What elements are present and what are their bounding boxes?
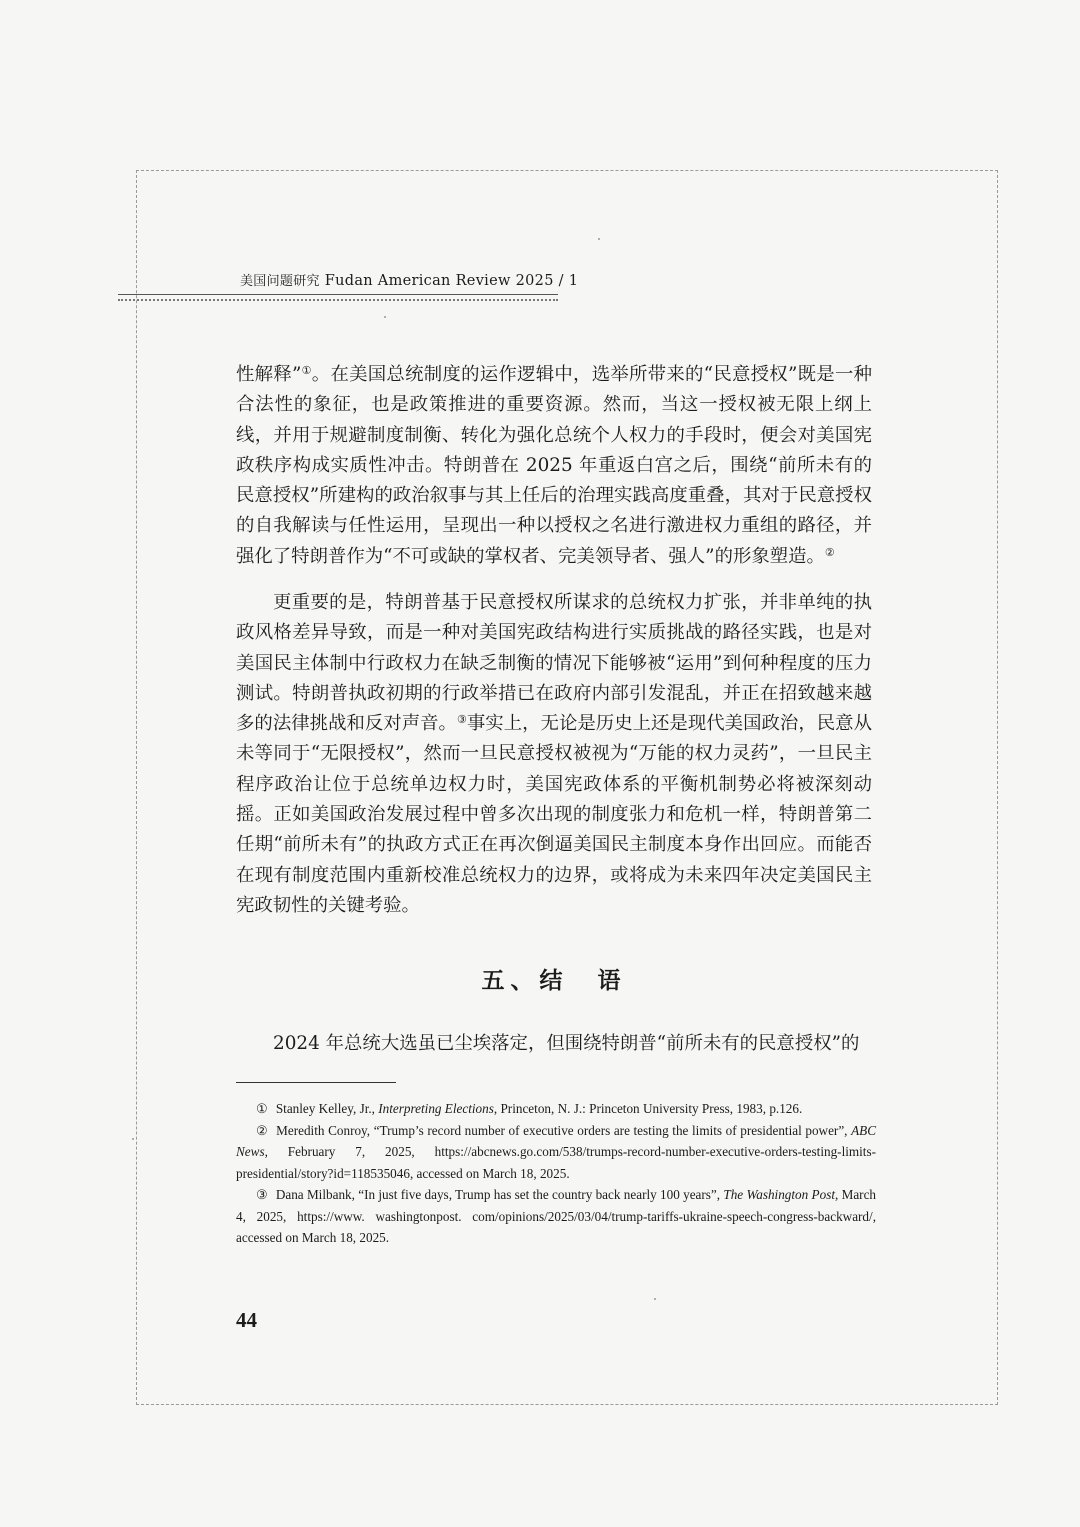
text-run: 事实上，无论是历史上还是现代美国政治，民意从未等同于“无限授权”，然而一旦民意授权被视为“万能的权力灵药”，一旦民主程序政治让位于总统单边权力时，美国宪政体系的平衡机制势必将被深刻动摇。正如美国政治发展过程中曾多次出现的制度张力和危机一样，特朗普第二任期“前所未有”的执政方式正在再次倒逼美国民主制度本身作出回应。而能否在现有制度范围内重新校准总统权力的边界，或将成为未来四年决定美国民主宪政韧性的关键考验。 xyxy=(236,713,872,916)
text-run: , February 7, 2025, https://abcnews.go.com/538/trumps-record-number-executive-orders-testing-limits-presidential/story?id=118535046, accessed on March 18, 2025. xyxy=(236,1144,876,1181)
section-heading: 五、结 语 xyxy=(481,967,627,994)
scan-speck xyxy=(598,238,600,240)
citation-title: ABC News xyxy=(236,1122,877,1159)
footnote-mark: ① xyxy=(256,1101,268,1116)
scan-speck xyxy=(654,1298,656,1300)
text-run: , March 4, 2025, https://www. washingtonpost. com/opinions/2025/03/04/trump-tariffs-ukraine-speech-congress-backward/, accessed on March 18, 2025. xyxy=(236,1187,877,1245)
footnote-mark: ③ xyxy=(256,1187,268,1202)
citation-title: Interpreting Elections xyxy=(378,1101,494,1116)
footnote-mark: ② xyxy=(256,1122,269,1138)
footnotes xyxy=(236,1098,876,1249)
citation-title: The Washington Post xyxy=(723,1187,835,1202)
running-header xyxy=(240,270,578,289)
text-run: , Princeton, N. J.: Princeton University Press, 1983, p.126. xyxy=(493,1101,803,1116)
footnote-separator xyxy=(236,1082,396,1083)
footnote xyxy=(236,1184,876,1249)
scan-speck xyxy=(384,316,386,318)
footnote xyxy=(236,1120,876,1185)
journal-title-en: Fudan American Review 2025 / 1 xyxy=(324,273,579,289)
body-paragraph xyxy=(236,360,872,572)
text-run: Meredith Conroy, “Trump’s record number of executive orders are testing the limits of presidential power”, xyxy=(276,1122,852,1138)
closing-paragraph: 2024 年总统大选虽已尘埃落定，但围绕特朗普“前所未有的民意授权”的 xyxy=(273,1033,860,1054)
footnote xyxy=(236,1098,876,1120)
body-paragraph xyxy=(236,588,872,921)
footnote-ref: ① xyxy=(301,363,312,377)
text-run: 性解释” xyxy=(236,364,302,385)
journal-title-cn: 美国问题研究 xyxy=(240,274,320,289)
header-rule xyxy=(118,294,558,301)
scan-speck xyxy=(132,1138,134,1140)
footnote-ref: ③ xyxy=(456,713,467,727)
footnote-ref: ② xyxy=(824,545,835,559)
text-run: 更重要的是，特朗普基于民意授权所谋求的总统权力扩张，并非单纯的执政风格差异导致，而是一种对美国宪政结构进行实质挑战的路径实践，也是对美国民主体制中行政权力在缺乏制衡的情况下能够被“运用”到何种程度的压力测试。特朗普执政初期的行政举措已在政府内部引发混乱，并正在招致越来越多的法律挑战和反对声音。 xyxy=(236,592,872,735)
text-run: 。在美国总统制度的运作逻辑中，选举所带来的“民意授权”既是一种合法性的象征，也是政策推进的重要资源。然而，当这一授权被无限上纲上线，并用于规避制度制衡、转化为强化总统个人权力的手段时，便会对美国宪政秩序构成实质性冲击。特朗普在 2025 年重返白宫之后，围绕“前所未有的民意授权”所建构的政治叙事与其上任后的治理实践高度重叠，其对于民意授权的自我解读与任性运用，呈现出一种以授权之名进行激进权力重组的路径，并强化了特朗普作为“不可或缺的掌权者、完美领导者、强人”的形象塑造。 xyxy=(236,364,872,567)
text-run: Stanley Kelley, Jr., xyxy=(275,1101,379,1116)
text-run: Dana Milbank, “In just five days, Trump has set the country back nearly 100 years”, xyxy=(275,1187,724,1202)
body-paragraph-2-block xyxy=(236,588,872,921)
page-number: 44 xyxy=(236,1308,257,1332)
body-paragraph-1-block xyxy=(236,360,872,572)
closing-paragraph-block xyxy=(236,1029,872,1059)
